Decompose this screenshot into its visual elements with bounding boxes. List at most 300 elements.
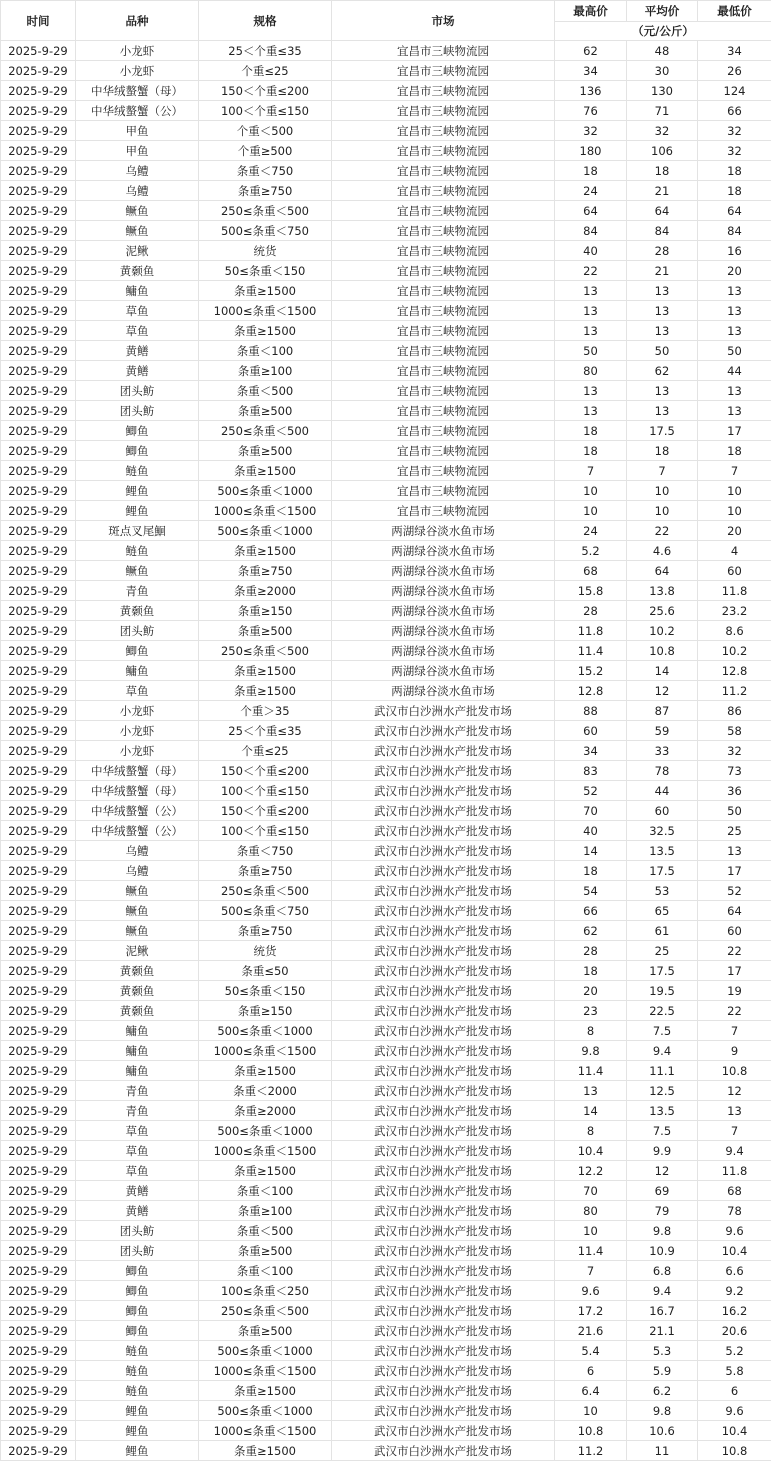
cell-max-price: 23: [555, 1001, 627, 1021]
table-row: [1, 1081, 771, 1101]
table-row: [1, 1181, 771, 1201]
table-row: [1, 121, 771, 141]
cell-market: 两湖绿谷淡水鱼市场: [332, 521, 555, 541]
cell-spec: 100＜个重≤150: [199, 101, 332, 121]
cell-spec: 条重≥150: [199, 1001, 332, 1021]
cell-avg-price: 10: [627, 481, 698, 501]
cell-max-price: 13: [555, 401, 627, 421]
cell-variety: 草鱼: [76, 681, 199, 701]
cell-avg-price: 44: [627, 781, 698, 801]
cell-avg-price: 17.5: [627, 961, 698, 981]
cell-min-price: 9.6: [698, 1221, 771, 1241]
cell-avg-price: 11.1: [627, 1061, 698, 1081]
cell-spec: 条重＜2000: [199, 1081, 332, 1101]
cell-max-price: 32: [555, 121, 627, 141]
cell-spec: 25＜个重≤35: [199, 41, 332, 61]
cell-max-price: 28: [555, 941, 627, 961]
cell-date: 2025-9-29: [1, 41, 76, 61]
cell-avg-price: 12: [627, 681, 698, 701]
cell-spec: 100≤条重＜250: [199, 1281, 332, 1301]
cell-avg-price: 53: [627, 881, 698, 901]
cell-min-price: 66: [698, 101, 771, 121]
cell-variety: 鳙鱼: [76, 661, 199, 681]
cell-date: 2025-9-29: [1, 761, 76, 781]
cell-variety: 草鱼: [76, 321, 199, 341]
cell-min-price: 22: [698, 941, 771, 961]
cell-min-price: 60: [698, 561, 771, 581]
cell-min-price: 10: [698, 501, 771, 521]
cell-spec: 500≤条重＜1000: [199, 1021, 332, 1041]
table-row: [1, 721, 771, 741]
cell-date: 2025-9-29: [1, 1181, 76, 1201]
cell-max-price: 9.6: [555, 1281, 627, 1301]
cell-market: 武汉市白沙洲水产批发市场: [332, 1381, 555, 1401]
cell-variety: 鳜鱼: [76, 881, 199, 901]
cell-max-price: 54: [555, 881, 627, 901]
cell-variety: 鲢鱼: [76, 1341, 199, 1361]
cell-spec: 500≤条重＜1000: [199, 1121, 332, 1141]
cell-market: 武汉市白沙洲水产批发市场: [332, 1341, 555, 1361]
cell-max-price: 17.2: [555, 1301, 627, 1321]
cell-market: 宜昌市三峡物流园: [332, 381, 555, 401]
cell-avg-price: 13.5: [627, 1101, 698, 1121]
cell-market: 武汉市白沙洲水产批发市场: [332, 841, 555, 861]
cell-date: 2025-9-29: [1, 1381, 76, 1401]
table-row: [1, 361, 771, 381]
cell-variety: 黄颡鱼: [76, 261, 199, 281]
cell-max-price: 13: [555, 281, 627, 301]
cell-date: 2025-9-29: [1, 1021, 76, 1041]
cell-variety: 鲤鱼: [76, 501, 199, 521]
table-row: [1, 301, 771, 321]
cell-date: 2025-9-29: [1, 361, 76, 381]
cell-market: 武汉市白沙洲水产批发市场: [332, 1061, 555, 1081]
cell-avg-price: 13: [627, 381, 698, 401]
cell-date: 2025-9-29: [1, 741, 76, 761]
cell-max-price: 11.2: [555, 1441, 627, 1461]
cell-variety: 鲫鱼: [76, 1261, 199, 1281]
cell-market: 武汉市白沙洲水产批发市场: [332, 1361, 555, 1381]
table-row: [1, 61, 771, 81]
cell-spec: 条重≥1500: [199, 1161, 332, 1181]
table-row: [1, 501, 771, 521]
table-row: [1, 1281, 771, 1301]
cell-variety: 青鱼: [76, 1101, 199, 1121]
cell-min-price: 86: [698, 701, 771, 721]
cell-spec: 个重≤25: [199, 741, 332, 761]
table-row: [1, 881, 771, 901]
cell-avg-price: 9.4: [627, 1281, 698, 1301]
cell-market: 武汉市白沙洲水产批发市场: [332, 901, 555, 921]
cell-variety: 鳜鱼: [76, 201, 199, 221]
cell-market: 武汉市白沙洲水产批发市场: [332, 1001, 555, 1021]
cell-avg-price: 14: [627, 661, 698, 681]
cell-min-price: 9: [698, 1041, 771, 1061]
cell-date: 2025-9-29: [1, 1361, 76, 1381]
cell-variety: 团头鲂: [76, 1241, 199, 1261]
cell-avg-price: 18: [627, 161, 698, 181]
table-row: [1, 221, 771, 241]
table-row: [1, 1001, 771, 1021]
cell-spec: 统货: [199, 941, 332, 961]
cell-market: 武汉市白沙洲水产批发市场: [332, 861, 555, 881]
cell-min-price: 23.2: [698, 601, 771, 621]
cell-variety: 鲤鱼: [76, 1421, 199, 1441]
cell-avg-price: 87: [627, 701, 698, 721]
cell-spec: 50≤条重＜150: [199, 981, 332, 1001]
cell-date: 2025-9-29: [1, 1301, 76, 1321]
table-row: [1, 601, 771, 621]
cell-min-price: 60: [698, 921, 771, 941]
table-row: [1, 161, 771, 181]
cell-spec: 150＜个重≤200: [199, 81, 332, 101]
cell-max-price: 9.8: [555, 1041, 627, 1061]
cell-max-price: 5.4: [555, 1341, 627, 1361]
cell-variety: 乌鳢: [76, 841, 199, 861]
cell-avg-price: 17.5: [627, 861, 698, 881]
cell-market: 宜昌市三峡物流园: [332, 221, 555, 241]
cell-spec: 条重≥500: [199, 441, 332, 461]
cell-variety: 中华绒螯蟹（母）: [76, 781, 199, 801]
cell-market: 武汉市白沙洲水产批发市场: [332, 1241, 555, 1261]
cell-max-price: 22: [555, 261, 627, 281]
cell-avg-price: 7: [627, 461, 698, 481]
cell-avg-price: 50: [627, 341, 698, 361]
cell-min-price: 64: [698, 901, 771, 921]
table-row: [1, 841, 771, 861]
cell-date: 2025-9-29: [1, 281, 76, 301]
cell-avg-price: 28: [627, 241, 698, 261]
cell-max-price: 10.4: [555, 1141, 627, 1161]
cell-avg-price: 25.6: [627, 601, 698, 621]
cell-date: 2025-9-29: [1, 261, 76, 281]
cell-date: 2025-9-29: [1, 61, 76, 81]
cell-date: 2025-9-29: [1, 1101, 76, 1121]
cell-spec: 100＜个重≤150: [199, 781, 332, 801]
cell-max-price: 18: [555, 441, 627, 461]
cell-max-price: 5.2: [555, 541, 627, 561]
cell-spec: 100＜个重≤150: [199, 821, 332, 841]
cell-min-price: 17: [698, 861, 771, 881]
cell-min-price: 20.6: [698, 1321, 771, 1341]
table-row: [1, 381, 771, 401]
cell-spec: 条重≥750: [199, 181, 332, 201]
cell-max-price: 7: [555, 461, 627, 481]
cell-variety: 鲤鱼: [76, 1441, 199, 1461]
cell-max-price: 7: [555, 1261, 627, 1281]
cell-max-price: 80: [555, 1201, 627, 1221]
cell-variety: 鳙鱼: [76, 1041, 199, 1061]
cell-spec: 条重＜100: [199, 1261, 332, 1281]
table-row: [1, 1121, 771, 1141]
table-row: [1, 1141, 771, 1161]
cell-min-price: 44: [698, 361, 771, 381]
table-row: [1, 661, 771, 681]
cell-date: 2025-9-29: [1, 181, 76, 201]
cell-market: 武汉市白沙洲水产批发市场: [332, 761, 555, 781]
cell-min-price: 68: [698, 1181, 771, 1201]
cell-spec: 条重≥500: [199, 621, 332, 641]
cell-min-price: 9.4: [698, 1141, 771, 1161]
cell-avg-price: 65: [627, 901, 698, 921]
cell-max-price: 15.8: [555, 581, 627, 601]
cell-variety: 甲鱼: [76, 141, 199, 161]
cell-avg-price: 84: [627, 221, 698, 241]
cell-min-price: 78: [698, 1201, 771, 1221]
cell-max-price: 52: [555, 781, 627, 801]
cell-spec: 条重≥2000: [199, 581, 332, 601]
cell-date: 2025-9-29: [1, 401, 76, 421]
cell-variety: 鲫鱼: [76, 421, 199, 441]
cell-max-price: 68: [555, 561, 627, 581]
cell-avg-price: 10.6: [627, 1421, 698, 1441]
cell-variety: 鳙鱼: [76, 281, 199, 301]
cell-date: 2025-9-29: [1, 781, 76, 801]
cell-max-price: 13: [555, 301, 627, 321]
cell-avg-price: 7.5: [627, 1021, 698, 1041]
table-row: [1, 941, 771, 961]
cell-market: 两湖绿谷淡水鱼市场: [332, 561, 555, 581]
cell-date: 2025-9-29: [1, 241, 76, 261]
cell-variety: 黄鳝: [76, 1181, 199, 1201]
cell-date: 2025-9-29: [1, 1041, 76, 1061]
cell-max-price: 10: [555, 1401, 627, 1421]
cell-date: 2025-9-29: [1, 1241, 76, 1261]
cell-variety: 团头鲂: [76, 621, 199, 641]
cell-spec: 1000≤条重＜1500: [199, 1141, 332, 1161]
cell-min-price: 7: [698, 461, 771, 481]
cell-spec: 条重≥1500: [199, 1381, 332, 1401]
cell-market: 武汉市白沙洲水产批发市场: [332, 1301, 555, 1321]
cell-avg-price: 6.8: [627, 1261, 698, 1281]
table-row: [1, 401, 771, 421]
cell-spec: 500≤条重＜1000: [199, 521, 332, 541]
cell-spec: 个重＜500: [199, 121, 332, 141]
cell-spec: 条重≤50: [199, 961, 332, 981]
cell-avg-price: 62: [627, 361, 698, 381]
cell-max-price: 70: [555, 801, 627, 821]
cell-min-price: 5.8: [698, 1361, 771, 1381]
table-row: [1, 1401, 771, 1421]
cell-spec: 条重＜100: [199, 341, 332, 361]
cell-variety: 团头鲂: [76, 401, 199, 421]
cell-max-price: 34: [555, 61, 627, 81]
cell-avg-price: 32: [627, 121, 698, 141]
cell-variety: 黄鳝: [76, 341, 199, 361]
table-row: [1, 1441, 771, 1461]
cell-avg-price: 17.5: [627, 421, 698, 441]
cell-avg-price: 19.5: [627, 981, 698, 1001]
cell-market: 宜昌市三峡物流园: [332, 361, 555, 381]
cell-variety: 鲤鱼: [76, 481, 199, 501]
cell-avg-price: 21: [627, 261, 698, 281]
cell-max-price: 20: [555, 981, 627, 1001]
cell-variety: 鳜鱼: [76, 561, 199, 581]
cell-market: 宜昌市三峡物流园: [332, 181, 555, 201]
cell-max-price: 11.4: [555, 1241, 627, 1261]
table-row: [1, 1221, 771, 1241]
cell-max-price: 11.4: [555, 1061, 627, 1081]
table-header: [1, 1, 771, 41]
table-row: [1, 441, 771, 461]
cell-spec: 250≤条重＜500: [199, 641, 332, 661]
cell-avg-price: 13.8: [627, 581, 698, 601]
header-market: 市场: [332, 1, 555, 41]
cell-variety: 小龙虾: [76, 41, 199, 61]
cell-variety: 鲢鱼: [76, 1361, 199, 1381]
cell-spec: 条重≥750: [199, 561, 332, 581]
cell-spec: 50≤条重＜150: [199, 261, 332, 281]
cell-market: 武汉市白沙洲水产批发市场: [332, 781, 555, 801]
table-row: [1, 1301, 771, 1321]
cell-avg-price: 25: [627, 941, 698, 961]
cell-variety: 鲢鱼: [76, 541, 199, 561]
table-row: [1, 1321, 771, 1341]
cell-min-price: 16: [698, 241, 771, 261]
cell-avg-price: 18: [627, 441, 698, 461]
cell-variety: 甲鱼: [76, 121, 199, 141]
cell-market: 宜昌市三峡物流园: [332, 261, 555, 281]
table-row: [1, 321, 771, 341]
cell-market: 武汉市白沙洲水产批发市场: [332, 1281, 555, 1301]
table-row: [1, 761, 771, 781]
cell-variety: 泥鳅: [76, 241, 199, 261]
cell-date: 2025-9-29: [1, 101, 76, 121]
cell-date: 2025-9-29: [1, 121, 76, 141]
table-row: [1, 581, 771, 601]
cell-max-price: 180: [555, 141, 627, 161]
cell-min-price: 17: [698, 961, 771, 981]
cell-min-price: 10.2: [698, 641, 771, 661]
table-row: [1, 1241, 771, 1261]
cell-max-price: 64: [555, 201, 627, 221]
cell-date: 2025-9-29: [1, 1261, 76, 1281]
table-row: [1, 701, 771, 721]
cell-variety: 鲫鱼: [76, 1281, 199, 1301]
table-row: [1, 901, 771, 921]
cell-spec: 1000≤条重＜1500: [199, 1041, 332, 1061]
cell-spec: 条重＜750: [199, 841, 332, 861]
table-row: [1, 681, 771, 701]
cell-market: 武汉市白沙洲水产批发市场: [332, 1081, 555, 1101]
cell-min-price: 18: [698, 161, 771, 181]
cell-market: 两湖绿谷淡水鱼市场: [332, 541, 555, 561]
cell-date: 2025-9-29: [1, 1161, 76, 1181]
cell-date: 2025-9-29: [1, 201, 76, 221]
cell-min-price: 12: [698, 1081, 771, 1101]
cell-date: 2025-9-29: [1, 981, 76, 1001]
cell-date: 2025-9-29: [1, 1281, 76, 1301]
cell-market: 武汉市白沙洲水产批发市场: [332, 821, 555, 841]
cell-date: 2025-9-29: [1, 681, 76, 701]
cell-date: 2025-9-29: [1, 521, 76, 541]
cell-spec: 1000≤条重＜1500: [199, 1421, 332, 1441]
cell-spec: 500≤条重＜750: [199, 901, 332, 921]
cell-min-price: 7: [698, 1021, 771, 1041]
cell-market: 武汉市白沙洲水产批发市场: [332, 881, 555, 901]
cell-avg-price: 22: [627, 521, 698, 541]
cell-date: 2025-9-29: [1, 581, 76, 601]
cell-avg-price: 9.8: [627, 1401, 698, 1421]
cell-max-price: 8: [555, 1121, 627, 1141]
cell-variety: 小龙虾: [76, 701, 199, 721]
cell-spec: 条重≥1500: [199, 681, 332, 701]
cell-min-price: 19: [698, 981, 771, 1001]
cell-spec: 500≤条重＜750: [199, 221, 332, 241]
cell-min-price: 11.2: [698, 681, 771, 701]
cell-variety: 青鱼: [76, 581, 199, 601]
table-row: [1, 41, 771, 61]
cell-min-price: 17: [698, 421, 771, 441]
cell-avg-price: 48: [627, 41, 698, 61]
cell-variety: 中华绒螯蟹（母）: [76, 761, 199, 781]
table-row: [1, 461, 771, 481]
cell-avg-price: 106: [627, 141, 698, 161]
cell-market: 武汉市白沙洲水产批发市场: [332, 1221, 555, 1241]
cell-avg-price: 64: [627, 561, 698, 581]
cell-min-price: 16.2: [698, 1301, 771, 1321]
cell-market: 武汉市白沙洲水产批发市场: [332, 1021, 555, 1041]
table-row: [1, 1421, 771, 1441]
cell-market: 武汉市白沙洲水产批发市场: [332, 961, 555, 981]
cell-max-price: 70: [555, 1181, 627, 1201]
cell-date: 2025-9-29: [1, 481, 76, 501]
cell-spec: 500≤条重＜1000: [199, 1341, 332, 1361]
cell-market: 宜昌市三峡物流园: [332, 61, 555, 81]
table-row: [1, 1021, 771, 1041]
cell-min-price: 18: [698, 181, 771, 201]
table-row: [1, 561, 771, 581]
cell-min-price: 50: [698, 801, 771, 821]
cell-market: 两湖绿谷淡水鱼市场: [332, 581, 555, 601]
cell-min-price: 26: [698, 61, 771, 81]
cell-max-price: 62: [555, 921, 627, 941]
cell-avg-price: 11: [627, 1441, 698, 1461]
cell-market: 武汉市白沙洲水产批发市场: [332, 941, 555, 961]
cell-avg-price: 9.9: [627, 1141, 698, 1161]
cell-market: 宜昌市三峡物流园: [332, 481, 555, 501]
cell-date: 2025-9-29: [1, 321, 76, 341]
cell-variety: 小龙虾: [76, 721, 199, 741]
cell-max-price: 11.4: [555, 641, 627, 661]
cell-variety: 黄颡鱼: [76, 1001, 199, 1021]
cell-min-price: 25: [698, 821, 771, 841]
cell-variety: 中华绒螯蟹（母）: [76, 81, 199, 101]
cell-spec: 个重＞35: [199, 701, 332, 721]
cell-min-price: 13: [698, 281, 771, 301]
cell-variety: 乌鳢: [76, 161, 199, 181]
cell-variety: 鳙鱼: [76, 1021, 199, 1041]
cell-min-price: 13: [698, 401, 771, 421]
cell-spec: 条重＜750: [199, 161, 332, 181]
cell-market: 两湖绿谷淡水鱼市场: [332, 601, 555, 621]
cell-avg-price: 16.7: [627, 1301, 698, 1321]
cell-variety: 泥鳅: [76, 941, 199, 961]
cell-market: 武汉市白沙洲水产批发市场: [332, 1401, 555, 1421]
table-row: [1, 481, 771, 501]
cell-date: 2025-9-29: [1, 861, 76, 881]
table-row: [1, 1041, 771, 1061]
cell-spec: 条重≥500: [199, 1241, 332, 1261]
cell-max-price: 10: [555, 501, 627, 521]
cell-market: 宜昌市三峡物流园: [332, 121, 555, 141]
cell-max-price: 11.8: [555, 621, 627, 641]
cell-min-price: 6.6: [698, 1261, 771, 1281]
cell-market: 宜昌市三峡物流园: [332, 401, 555, 421]
table-row: [1, 1261, 771, 1281]
header-min-price: 最低价: [698, 1, 771, 22]
cell-spec: 条重≥100: [199, 361, 332, 381]
